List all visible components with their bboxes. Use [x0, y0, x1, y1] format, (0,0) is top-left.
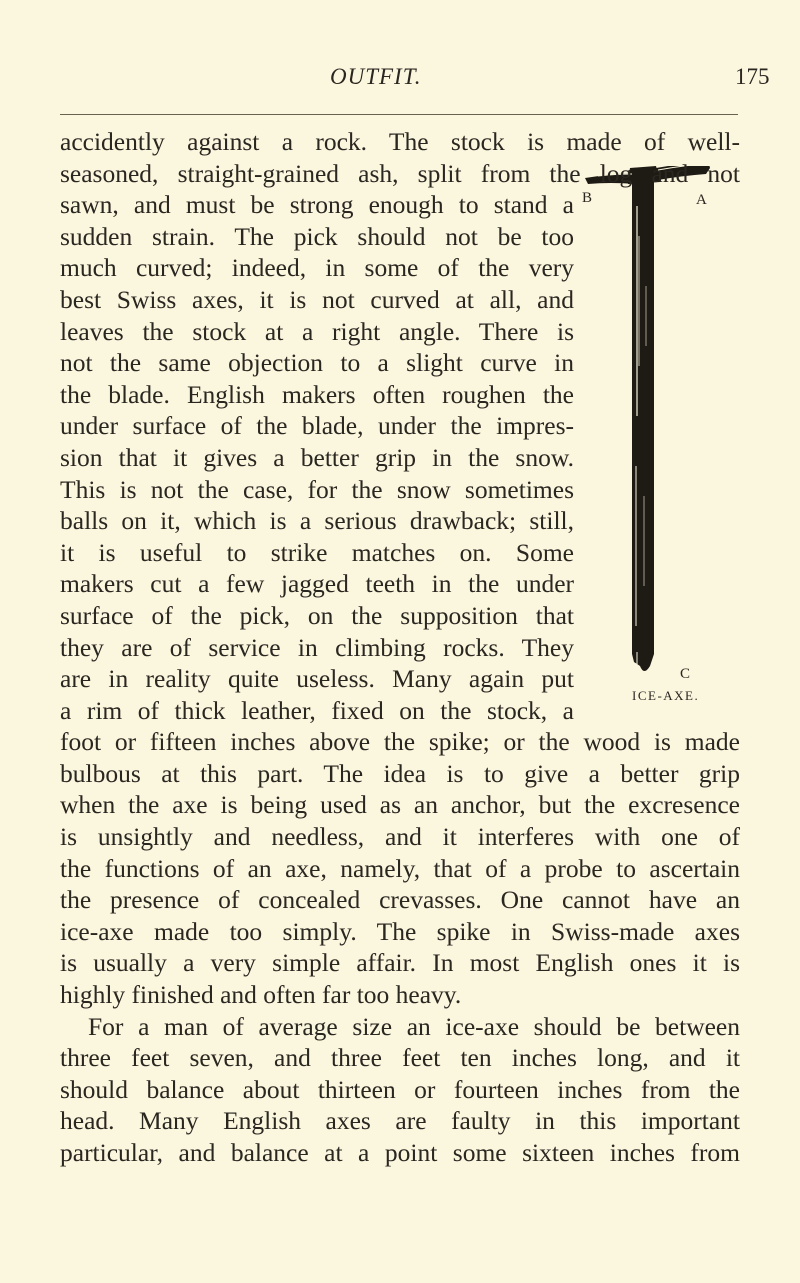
text-line: highly finished and often far too heavy.: [60, 980, 462, 1010]
text-line: sudden strain. The pick should not be too: [60, 221, 574, 251]
text-line: accidently against a rock. The stock is made of well-: [60, 127, 740, 156]
text-line: This is not the case, for the snow sometimes: [60, 474, 574, 504]
text-line: ice-axe made too simply. The spike in Swiss-made axes: [60, 916, 740, 946]
header-rule: [60, 114, 738, 115]
figure-label-c: C: [680, 666, 691, 682]
text-line: is usually a very simple affair. In most English ones it is: [60, 948, 740, 978]
text-line: foot or fifteen inches above the spike; or the wood is made: [60, 727, 740, 757]
text-line: under surface of the blade, under the impres-: [60, 411, 574, 441]
text-line: they are of service in climbing rocks. They: [60, 632, 574, 662]
text-line: makers cut a few jagged teeth in the under: [60, 569, 574, 599]
text-line: the blade. English makers often roughen the: [60, 379, 574, 409]
text-line: sawn, and must be strong enough to stand a: [60, 190, 574, 220]
text-line: balls on it, which is a serious drawback; still,: [60, 506, 574, 536]
text-line: when the axe is being used as an anchor, but the excresence: [60, 790, 740, 820]
text-line: it is useful to strike matches on. Some: [60, 537, 574, 567]
text-line: are in reality quite useless. Many again put: [60, 664, 574, 694]
text-line: three feet seven, and three feet ten inches long, and it: [60, 1043, 740, 1073]
running-title: OUTFIT.: [330, 64, 422, 89]
text-line: surface of the pick, on the supposition that: [60, 600, 574, 630]
body-text: [60, 126, 740, 1169]
text-line: best Swiss axes, it is not curved at all, and: [60, 284, 574, 314]
text-line: a rim of thick leather, fixed on the stock, a: [60, 695, 574, 725]
text-line: much curved; indeed, in some of the very: [60, 253, 574, 283]
figure-label-b: B: [582, 190, 593, 206]
text-line: bulbous at this part. The idea is to give a better grip: [60, 758, 740, 788]
text-line: leaves the stock at a right angle. There is: [60, 316, 574, 346]
text-line: head. Many English axes are faulty in this important: [60, 1106, 740, 1136]
text-line: seasoned, straight-grained ash, split from the log and not: [60, 158, 740, 188]
figure-caption: ICE-AXE.: [632, 688, 700, 703]
text-line: sion that it gives a better grip in the snow.: [60, 442, 574, 472]
text-line: should balance about thirteen or fourteen inches from the: [60, 1074, 740, 1104]
running-head: [0, 64, 800, 94]
page-number: 175: [735, 64, 770, 89]
text-line: the functions of an axe, namely, that of a probe to ascertain: [60, 853, 740, 883]
text-line: particular, and balance at a point some sixteen inches from: [60, 1138, 740, 1167]
text-line: the presence of concealed crevasses. One cannot have an: [60, 885, 740, 915]
text-line: is unsightly and needless, and it interferes with one of: [60, 822, 740, 852]
text-line: not the same objection to a slight curve in: [60, 348, 574, 378]
text-line: For a man of average size an ice-axe should be between: [88, 1011, 740, 1041]
figure-label-a: A: [696, 192, 707, 208]
